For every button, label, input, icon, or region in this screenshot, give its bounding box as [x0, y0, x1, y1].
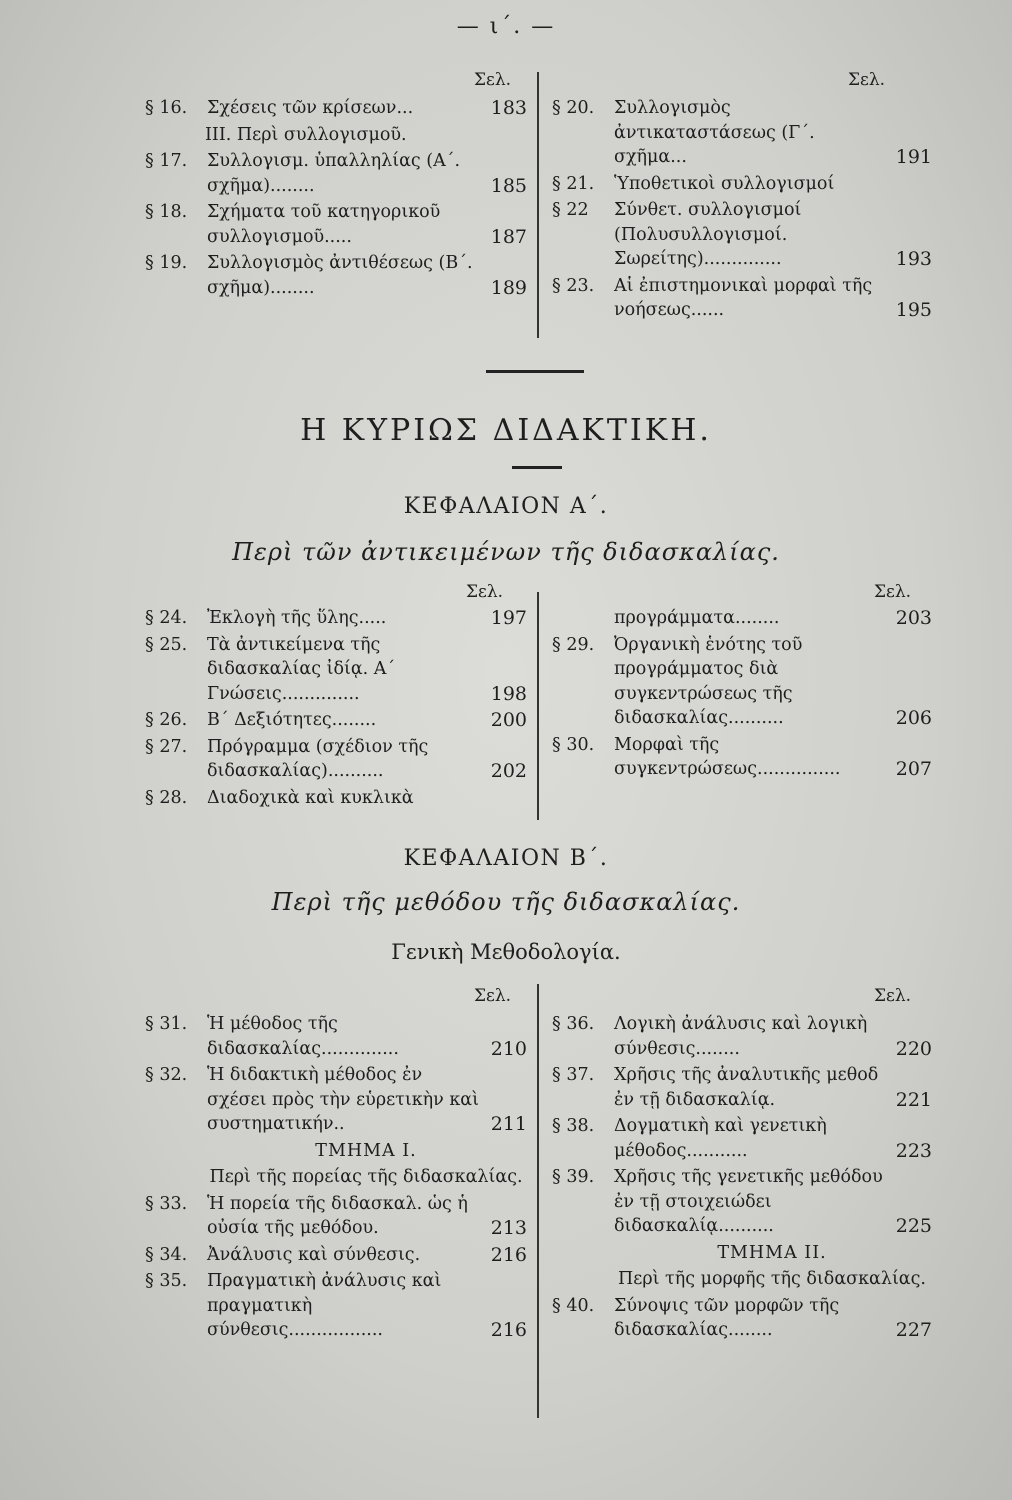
toc-top-block: [0, 66, 1012, 356]
entry-number: § 25.: [145, 634, 188, 655]
toc-entry: [552, 1114, 932, 1163]
entry-page: 220: [895, 1037, 932, 1060]
toc-entry: [552, 1012, 932, 1061]
entry-number: § 33.: [145, 1193, 188, 1214]
entry-number: § 32.: [145, 1065, 188, 1085]
entry-number: § 38.: [552, 1116, 595, 1136]
entry-number: § 26.: [145, 710, 188, 730]
toc-entry: [145, 149, 527, 198]
entry-page: 185: [490, 174, 527, 197]
section-title: Γενικὴ Μεθοδολογία.: [391, 940, 621, 964]
entry-number: § 27.: [145, 736, 188, 757]
entry-number: [552, 606, 614, 631]
separator-rule: [512, 466, 562, 469]
entry-number: § 21.: [552, 173, 595, 194]
toc-entry: [145, 708, 527, 733]
toc-left-column: [145, 1012, 527, 1345]
toc-right-column: [552, 96, 932, 325]
entry-title: προγράμματα........: [614, 608, 780, 628]
entry-title: Ἀνάλυσις καὶ σύνθεσις.: [207, 1244, 421, 1265]
sel-label-left: Σελ.: [466, 582, 504, 602]
entry-page: 211: [490, 1113, 527, 1135]
toc-entry: [145, 96, 527, 121]
entry-title: Χρῆσις τῆς γενετικῆς μεθόδου ἐν τῇ στοιχειώδει διδασκαλίᾳ..........: [614, 1167, 883, 1236]
entry-page: 202: [490, 760, 527, 782]
toc-entry: [145, 1063, 527, 1137]
toc-entry: [145, 606, 527, 631]
entry-number: § 36.: [552, 1014, 595, 1034]
entry-title: Σχήματα τοῦ κατηγορικοῦ συλλογισμοῦ.....: [207, 202, 441, 247]
subhead-text: Περὶ τῆς μορφῆς τῆς διδασκαλίας.: [618, 1269, 926, 1289]
entry-title: Ἡ διδακτικὴ μέθοδος ἐν σχέσει πρὸς τὴν εὑρετικὴν καὶ συστηματικήν..: [207, 1065, 479, 1134]
sel-label-right: Σελ.: [874, 582, 912, 602]
toc-left-column: [145, 606, 527, 812]
subhead: [552, 1241, 932, 1266]
subhead: [145, 1165, 527, 1190]
toc-entry: [552, 198, 932, 272]
entry-title: Σύνθετ. συλλογισμοί (Πολυσυλλογισμοί. Σωρείτης)..............: [614, 200, 802, 269]
entry-title: Πραγματικὴ ἀνάλυσις καὶ πραγματικὴ σύνθεσις.................: [207, 1271, 442, 1340]
entry-title: Δογματικὴ καὶ γενετικὴ μέθοδος...........: [614, 1116, 827, 1161]
toc-entry: [552, 633, 932, 731]
entry-number: § 18.: [145, 202, 188, 222]
entry-title: Ὑποθετικοὶ συλλογισμοί: [614, 173, 835, 194]
entry-page: 189: [490, 276, 527, 299]
entry-title: Σύνοψις τῶν μορφῶν τῆς διδασκαλίας........: [614, 1295, 840, 1340]
entry-title: Τὰ ἀντικείμενα τῆς διδασκαλίας ἰδίᾳ. Α΄ Γνώσεις..............: [207, 634, 396, 704]
entry-number: § 24.: [145, 608, 188, 628]
entry-number: § 17.: [145, 151, 188, 171]
entry-number: § 22: [552, 200, 589, 220]
entry-page: 227: [895, 1319, 932, 1341]
toc-entry: [552, 606, 932, 631]
entry-page: 206: [895, 707, 932, 729]
entry-page: 187: [490, 225, 527, 248]
entry-title: Σχέσεις τῶν κρίσεων...: [207, 98, 414, 118]
entry-page: 216: [490, 1243, 527, 1266]
toc-entry: [145, 200, 527, 249]
toc-entry: [145, 1192, 527, 1241]
toc-entry: [145, 251, 527, 300]
toc-entry: [145, 1012, 527, 1061]
entry-title: Πρόγραμμα (σχέδιον τῆς διδασκαλίας)..........: [207, 736, 429, 781]
subhead: [552, 1267, 932, 1292]
column-divider: [537, 984, 539, 1418]
entry-page: 210: [490, 1037, 527, 1060]
chapter-b-toc: [0, 980, 1012, 1426]
entry-title: Ἐκλογὴ τῆς ὕλης.....: [207, 608, 387, 628]
entry-page: 225: [895, 1215, 932, 1237]
entry-page: 191: [895, 146, 932, 168]
toc-right-column: [552, 606, 932, 784]
toc-right-column: [552, 1012, 932, 1345]
entry-title: Διαδοχικὰ καὶ κυκλικὰ: [207, 787, 414, 808]
entry-page: 198: [490, 682, 527, 705]
subhead-text: ΤΜΗΜΑ Ι.: [315, 1140, 417, 1161]
subhead-text: ΤΜΗΜΑ ΙΙ.: [717, 1242, 827, 1263]
entry-number: § 39.: [552, 1167, 595, 1187]
entry-title: Συλλογισμὸς ἀντικαταστάσεως (Γ΄. σχῆμα...: [614, 98, 815, 167]
entry-title: Λογικὴ ἀνάλυσις καὶ λογικὴ σύνθεσις........: [614, 1014, 868, 1059]
toc-entry: [552, 1063, 932, 1112]
entry-number: § 35.: [145, 1271, 188, 1291]
toc-entry: [552, 733, 932, 782]
subhead: [145, 1139, 527, 1164]
entry-number: § 31.: [145, 1014, 188, 1034]
sel-label-left: Σελ.: [474, 986, 512, 1006]
column-divider: [537, 592, 539, 820]
entry-page: 195: [895, 299, 932, 321]
toc-entry: [552, 96, 932, 170]
subhead-text: III. Περὶ συλλογισμοῦ.: [205, 124, 407, 145]
sel-label-right: Σελ.: [848, 70, 886, 90]
subhead: [145, 123, 527, 148]
entry-title: Ἡ πορεία τῆς διδασκαλ. ὡς ἡ οὐσία τῆς μεθόδου.: [207, 1193, 468, 1238]
entry-page: 223: [895, 1139, 932, 1162]
sel-label-right: Σελ.: [874, 986, 912, 1006]
entry-page: 207: [895, 758, 932, 780]
entry-number: § 23.: [552, 275, 595, 296]
entry-page: 183: [490, 97, 527, 119]
toc-entry: [145, 1243, 527, 1268]
entry-number: § 29.: [552, 634, 595, 655]
entry-title: Αἱ ἐπιστημονικαὶ μορφαὶ τῆς νοήσεως......: [614, 275, 873, 320]
entry-number: § 16.: [145, 98, 188, 118]
chapter-b-subtitle: Περὶ τῆς μεθόδου τῆς διδασκαλίας.: [271, 888, 741, 916]
entry-title: Συλλογισμ. ὑπαλληλίας (Α΄. σχῆμα)........: [207, 151, 461, 196]
entry-title: Ἡ μέθοδος τῆς διδασκαλίας..............: [207, 1014, 399, 1059]
entry-number: § 28.: [145, 787, 188, 808]
chapter-b-title: ΚΕΦΑΛΑΙΟΝ Β΄.: [403, 846, 609, 871]
column-divider: [537, 72, 539, 338]
toc-entry: [145, 735, 527, 784]
toc-left-column: [145, 96, 527, 302]
part-title: Η ΚΥΡΙΩΣ ΔΙΔΑΚΤΙΚΗ.: [300, 413, 712, 448]
entry-page: 200: [490, 709, 527, 731]
page-header: — ι΄. —: [456, 14, 556, 39]
entry-page: 216: [490, 1319, 527, 1341]
entry-page: 221: [895, 1088, 932, 1111]
toc-entry: [552, 1165, 932, 1239]
entry-title: Χρῆσις τῆς ἀναλυτικῆς μεθοδ ἐν τῇ διδασκαλίᾳ.: [614, 1065, 879, 1110]
toc-entry: [145, 786, 527, 811]
entry-title: Συλλογισμὸς ἀντιθέσεως (Β΄. σχῆμα)........: [207, 253, 473, 298]
entry-number: § 20.: [552, 98, 595, 118]
chapter-a-title: ΚΕΦΑΛΑΙΟΝ Α΄.: [403, 494, 609, 519]
entry-number: § 40.: [552, 1295, 595, 1316]
entry-page: 193: [895, 248, 932, 270]
entry-page: 213: [490, 1217, 527, 1239]
entry-page: 203: [895, 607, 932, 629]
entry-number: § 34.: [145, 1244, 188, 1265]
chapter-a-toc: [0, 576, 1012, 828]
toc-entry: [145, 1269, 527, 1343]
entry-title: Μορφαὶ τῆς συγκεντρώσεως...............: [614, 734, 841, 779]
entry-title: Ὀργανικὴ ἑνότης τοῦ προγράμματος διὰ συγκεντρώσεως τῆς διδασκαλίας..........: [614, 634, 803, 728]
subhead-text: Περὶ τῆς πορείας τῆς διδασκαλίας.: [209, 1167, 523, 1187]
toc-entry: [552, 274, 932, 323]
chapter-a-subtitle: Περὶ τῶν ἀντικειμένων τῆς διδασκαλίας.: [232, 538, 780, 566]
entry-number: § 19.: [145, 253, 188, 273]
entry-title: Β΄ Δεξιότητες........: [207, 710, 377, 730]
entry-number: § 30.: [552, 734, 595, 755]
entry-page: 197: [490, 607, 527, 629]
toc-entry: [145, 633, 527, 707]
toc-entry: [552, 1294, 932, 1343]
entry-number: § 37.: [552, 1065, 595, 1085]
sel-label-left: Σελ.: [474, 70, 512, 90]
toc-entry: [552, 172, 932, 197]
separator-rule: [486, 370, 584, 373]
